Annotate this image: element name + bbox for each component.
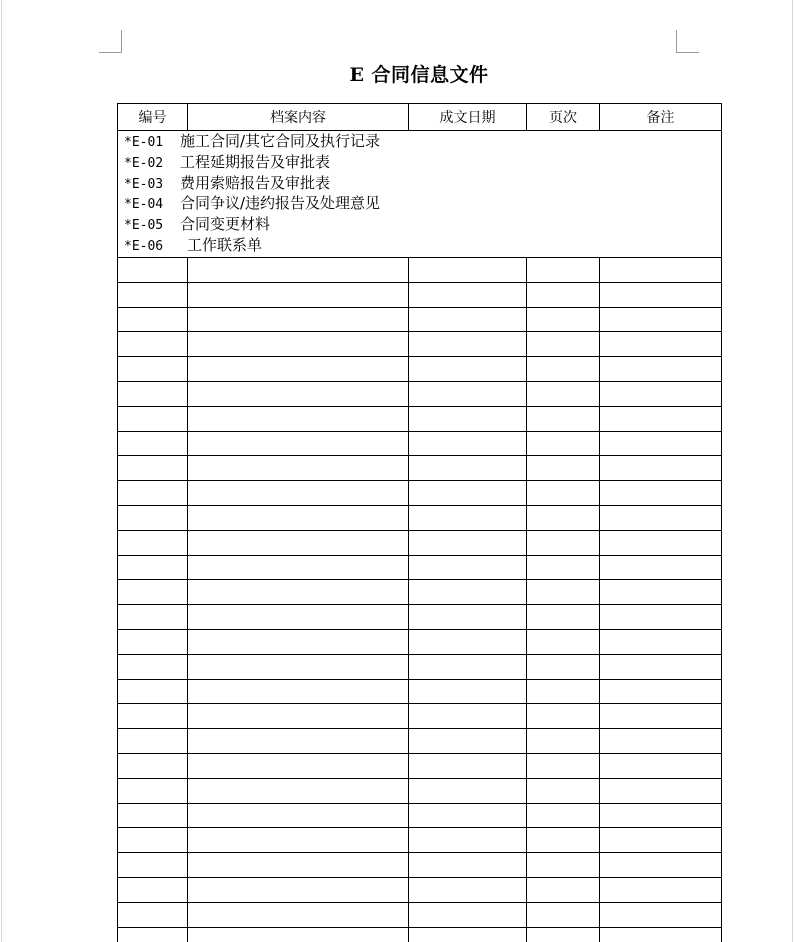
date-cell[interactable] <box>409 357 527 382</box>
page-cell[interactable] <box>527 307 600 332</box>
item-list-cell[interactable] <box>118 131 722 258</box>
list-item <box>124 235 721 256</box>
page-cell[interactable] <box>527 803 600 828</box>
table-row <box>118 258 722 283</box>
page-cell[interactable] <box>527 629 600 654</box>
header-page[interactable]: 页次 <box>527 104 600 131</box>
item-code: *E-01 <box>124 135 164 150</box>
remarks-cell[interactable] <box>600 828 722 853</box>
content-cell[interactable] <box>188 877 409 902</box>
date-cell[interactable] <box>409 555 527 580</box>
content-cell[interactable] <box>188 431 409 456</box>
date-cell[interactable] <box>409 282 527 307</box>
table-row <box>118 629 722 654</box>
remarks-cell[interactable] <box>600 530 722 555</box>
remarks-cell[interactable] <box>600 456 722 481</box>
document-title[interactable]: E 合同信息文件 <box>349 64 489 86</box>
content-cell[interactable] <box>188 258 409 283</box>
date-cell[interactable] <box>409 828 527 853</box>
content-cell[interactable] <box>188 853 409 878</box>
table-row <box>118 704 722 729</box>
content-cell[interactable] <box>188 307 409 332</box>
page-cell[interactable] <box>527 282 600 307</box>
date-cell[interactable] <box>409 505 527 530</box>
page-cell[interactable] <box>527 381 600 406</box>
date-cell[interactable] <box>409 605 527 630</box>
page-cell[interactable] <box>527 729 600 754</box>
date-cell[interactable] <box>409 629 527 654</box>
header-content[interactable]: 档案内容 <box>188 104 409 131</box>
table-row <box>118 530 722 555</box>
page-cell[interactable] <box>527 927 600 942</box>
date-cell[interactable] <box>409 729 527 754</box>
number-cell[interactable] <box>118 406 188 431</box>
remarks-cell[interactable] <box>600 381 722 406</box>
page-cell[interactable] <box>527 431 600 456</box>
content-cell[interactable] <box>188 629 409 654</box>
page-cell[interactable] <box>527 505 600 530</box>
page-cell[interactable] <box>527 555 600 580</box>
page-right-edge <box>792 0 793 942</box>
number-cell[interactable] <box>118 357 188 382</box>
item-list <box>118 131 721 256</box>
remarks-cell[interactable] <box>600 332 722 357</box>
date-cell[interactable] <box>409 927 527 942</box>
item-code: *E-04 <box>124 197 164 213</box>
date-cell[interactable] <box>409 704 527 729</box>
number-cell[interactable] <box>118 481 188 506</box>
page-cell[interactable] <box>527 530 600 555</box>
date-cell[interactable] <box>409 902 527 927</box>
table-row <box>118 605 722 630</box>
remarks-cell[interactable] <box>600 877 722 902</box>
remarks-cell[interactable] <box>600 927 722 942</box>
number-cell[interactable] <box>118 753 188 778</box>
table-row <box>118 381 722 406</box>
remarks-cell[interactable] <box>600 902 722 927</box>
page-cell[interactable] <box>527 853 600 878</box>
remarks-cell[interactable] <box>600 853 722 878</box>
number-cell[interactable] <box>118 605 188 630</box>
table-row <box>118 679 722 704</box>
remarks-cell[interactable] <box>600 704 722 729</box>
number-cell[interactable] <box>118 654 188 679</box>
content-cell[interactable] <box>188 778 409 803</box>
number-cell[interactable] <box>118 853 188 878</box>
date-cell[interactable] <box>409 481 527 506</box>
date-cell[interactable] <box>409 877 527 902</box>
number-cell[interactable] <box>118 729 188 754</box>
table-row <box>118 753 722 778</box>
remarks-cell[interactable] <box>600 753 722 778</box>
table-row <box>118 282 722 307</box>
date-cell[interactable] <box>409 580 527 605</box>
date-cell[interactable] <box>409 530 527 555</box>
content-cell[interactable] <box>188 605 409 630</box>
header-number[interactable]: 编号 <box>118 104 188 131</box>
date-cell[interactable] <box>409 778 527 803</box>
remarks-cell[interactable] <box>600 555 722 580</box>
content-cell[interactable] <box>188 729 409 754</box>
content-cell[interactable] <box>188 902 409 927</box>
content-cell[interactable] <box>188 456 409 481</box>
content-cell[interactable] <box>188 357 409 382</box>
remarks-cell[interactable] <box>600 580 722 605</box>
content-cell[interactable] <box>188 530 409 555</box>
table-row <box>118 406 722 431</box>
remarks-cell[interactable] <box>600 431 722 456</box>
page-cell[interactable] <box>527 258 600 283</box>
remarks-cell[interactable] <box>600 406 722 431</box>
table-row <box>118 877 722 902</box>
table-row <box>118 902 722 927</box>
number-cell[interactable] <box>118 828 188 853</box>
number-cell[interactable] <box>118 258 188 283</box>
archive-table <box>117 103 722 942</box>
list-item <box>124 131 721 152</box>
date-cell[interactable] <box>409 853 527 878</box>
page-cell[interactable] <box>527 679 600 704</box>
content-cell[interactable] <box>188 580 409 605</box>
table-row <box>118 580 722 605</box>
remarks-cell[interactable] <box>600 605 722 630</box>
table-row <box>118 778 722 803</box>
content-cell[interactable] <box>188 282 409 307</box>
date-cell[interactable] <box>409 431 527 456</box>
page-cell[interactable] <box>527 753 600 778</box>
list-item <box>124 193 721 214</box>
item-name: 工程延期报告及审批表 <box>180 152 331 171</box>
date-cell[interactable] <box>409 803 527 828</box>
table-row <box>118 927 722 942</box>
item-name: 费用索赔报告及审批表 <box>180 173 331 192</box>
content-cell[interactable] <box>188 803 409 828</box>
page-cell[interactable] <box>527 778 600 803</box>
content-cell[interactable] <box>188 704 409 729</box>
item-code: *E-03 <box>124 176 164 192</box>
number-cell[interactable] <box>118 530 188 555</box>
table-row <box>118 729 722 754</box>
number-cell[interactable] <box>118 629 188 654</box>
content-cell[interactable] <box>188 381 409 406</box>
content-cell[interactable] <box>188 555 409 580</box>
item-code: *E-05 <box>124 218 164 234</box>
item-code: *E-02 <box>124 155 164 171</box>
page-cell[interactable] <box>527 481 600 506</box>
date-cell[interactable] <box>409 381 527 406</box>
table-row <box>118 555 722 580</box>
content-cell[interactable] <box>188 481 409 506</box>
item-list-row <box>118 131 722 258</box>
date-cell[interactable] <box>409 406 527 431</box>
remarks-cell[interactable] <box>600 629 722 654</box>
date-cell[interactable] <box>409 679 527 704</box>
header-row <box>118 104 722 131</box>
number-cell[interactable] <box>118 803 188 828</box>
number-cell[interactable] <box>118 927 188 942</box>
page-left-edge <box>1 0 2 942</box>
number-cell[interactable] <box>118 902 188 927</box>
remarks-cell[interactable] <box>600 679 722 704</box>
date-cell[interactable] <box>409 307 527 332</box>
table-row <box>118 332 722 357</box>
page-cell[interactable] <box>527 456 600 481</box>
item-name: 施工合同/其它合同及执行记录 <box>180 132 381 150</box>
remarks-cell[interactable] <box>600 505 722 530</box>
number-cell[interactable] <box>118 778 188 803</box>
number-cell[interactable] <box>118 580 188 605</box>
content-cell[interactable] <box>188 505 409 530</box>
content-cell[interactable] <box>188 927 409 942</box>
number-cell[interactable] <box>118 431 188 456</box>
date-cell[interactable] <box>409 456 527 481</box>
item-code: *E-06 <box>124 238 164 254</box>
content-cell[interactable] <box>188 654 409 679</box>
item-name: 工作联系单 <box>187 235 263 254</box>
content-cell[interactable] <box>188 332 409 357</box>
item-name: 合同变更材料 <box>180 215 271 234</box>
remarks-cell[interactable] <box>600 654 722 679</box>
list-item <box>124 173 721 194</box>
number-cell[interactable] <box>118 877 188 902</box>
date-cell[interactable] <box>409 753 527 778</box>
table-row <box>118 853 722 878</box>
page-cell[interactable] <box>527 654 600 679</box>
content-cell[interactable] <box>188 679 409 704</box>
page-cell[interactable] <box>527 605 600 630</box>
page-cell[interactable] <box>527 902 600 927</box>
list-item <box>124 214 721 235</box>
table-row <box>118 828 722 853</box>
remarks-cell[interactable] <box>600 282 722 307</box>
list-item <box>124 152 721 173</box>
item-name: 合同争议/违约报告及处理意见 <box>180 194 381 213</box>
remarks-cell[interactable] <box>600 803 722 828</box>
page-cell[interactable] <box>527 877 600 902</box>
number-cell[interactable] <box>118 555 188 580</box>
date-cell[interactable] <box>409 258 527 283</box>
page-cell[interactable] <box>527 332 600 357</box>
table-row <box>118 505 722 530</box>
remarks-cell[interactable] <box>600 481 722 506</box>
number-cell[interactable] <box>118 332 188 357</box>
page-cell[interactable] <box>527 580 600 605</box>
remarks-cell[interactable] <box>600 778 722 803</box>
number-cell[interactable] <box>118 505 188 530</box>
content-cell[interactable] <box>188 828 409 853</box>
header-remarks[interactable]: 备注 <box>600 104 722 131</box>
table-row <box>118 357 722 382</box>
table-row <box>118 654 722 679</box>
number-cell[interactable] <box>118 282 188 307</box>
date-cell[interactable] <box>409 332 527 357</box>
page-cell[interactable] <box>527 828 600 853</box>
header-date[interactable]: 成文日期 <box>409 104 527 131</box>
page-cell[interactable] <box>527 406 600 431</box>
page-cell[interactable] <box>527 357 600 382</box>
date-cell[interactable] <box>409 654 527 679</box>
number-cell[interactable] <box>118 679 188 704</box>
table-row <box>118 456 722 481</box>
number-cell[interactable] <box>118 381 188 406</box>
page-cell[interactable] <box>527 704 600 729</box>
top-left-margin-mark <box>99 30 122 53</box>
remarks-cell[interactable] <box>600 357 722 382</box>
content-cell[interactable] <box>188 753 409 778</box>
remarks-cell[interactable] <box>600 258 722 283</box>
table-row <box>118 431 722 456</box>
table-row <box>118 803 722 828</box>
top-right-margin-mark <box>676 30 699 53</box>
content-cell[interactable] <box>188 406 409 431</box>
remarks-cell[interactable] <box>600 729 722 754</box>
number-cell[interactable] <box>118 307 188 332</box>
number-cell[interactable] <box>118 456 188 481</box>
number-cell[interactable] <box>118 704 188 729</box>
remarks-cell[interactable] <box>600 307 722 332</box>
table-row <box>118 307 722 332</box>
table-row <box>118 481 722 506</box>
